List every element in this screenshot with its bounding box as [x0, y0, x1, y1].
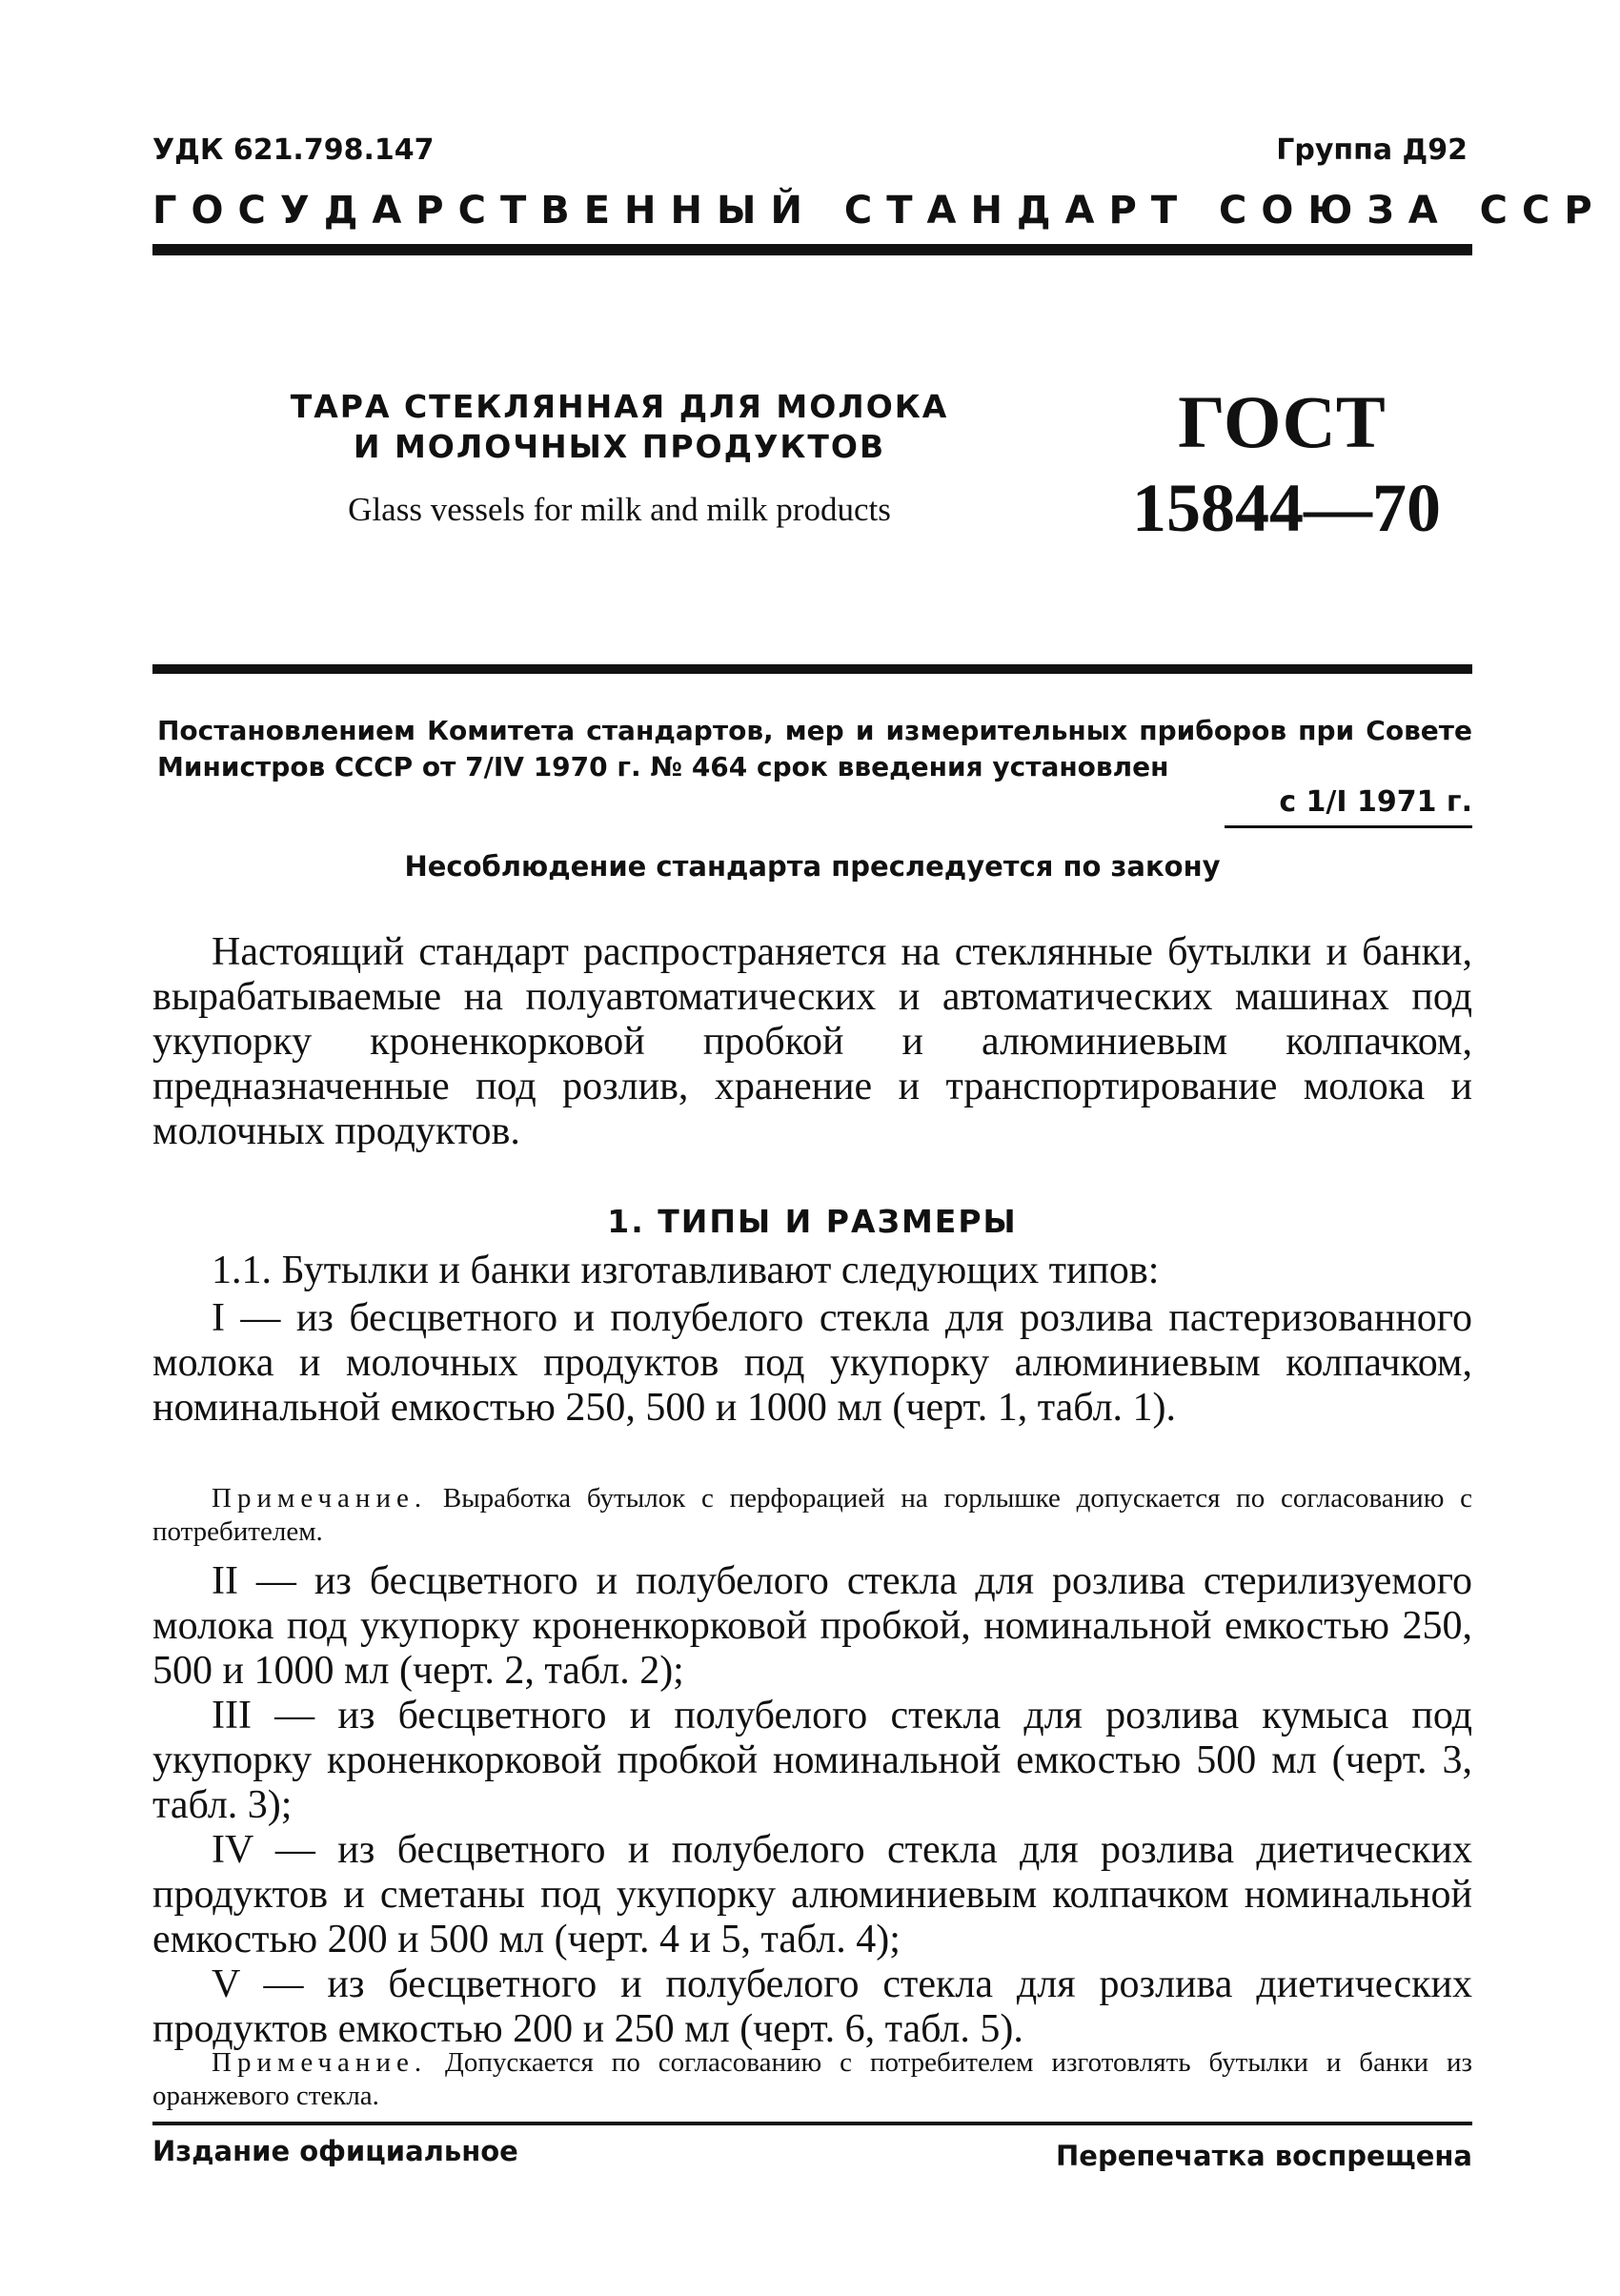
official-edition: Издание официальное — [152, 2135, 518, 2167]
note-2-label: Примечание. — [212, 2047, 428, 2078]
udk-code: УДК 621.798.147 — [152, 133, 435, 167]
state-standard-heading: ГОСУДАРСТВЕННЫЙ СТАНДАРТ СОЮЗА ССР — [152, 189, 1607, 233]
reprint-prohibited: Перепечатка воспрещена — [1056, 2140, 1472, 2172]
footer-rule — [152, 2122, 1472, 2125]
clause-1-1: 1.1. Бутылки и банки изготавливают следующих типов: — [212, 1249, 1160, 1292]
date-underline — [1225, 825, 1472, 828]
title-russian — [286, 387, 953, 467]
decree-text: Постановлением Комитета стандартов, мер и измерительных приборов при Совете Министров СССР от 7/IV 1970 г. № 464 срок введения установлен — [157, 715, 1472, 782]
section-heading: 1. ТИПЫ И РАЗМЕРЫ — [607, 1203, 1018, 1240]
type-5-paragraph: V — из бесцветного и полубелого стекла для розлива диетических продуктов емкостью 200 и 250 мл (черт. 6, табл. 5). — [152, 1962, 1472, 2051]
gost-number: 15844—70 — [1132, 470, 1441, 546]
top-rule — [152, 244, 1472, 255]
note-1 — [152, 1482, 1472, 1549]
note-1-label: Примечание. — [212, 1483, 428, 1514]
type-3-paragraph: III — из бесцветного и полубелого стекла для розлива кумыса под укупорку кроненкорковой пробкой номинальной емкостью 500 мл (черт. 3, табл. 3); — [152, 1694, 1472, 1827]
law-notice: Несоблюдение стандарта преследуется по закону — [404, 850, 1221, 883]
effective-date: с 1/I 1971 г. — [1279, 785, 1472, 819]
title-russian-line1: ТАРА СТЕКЛЯННАЯ ДЛЯ МОЛОКА — [290, 388, 949, 425]
gost-label: ГОСТ — [1178, 380, 1386, 463]
title-english: Glass vessels for milk and milk products — [348, 491, 891, 528]
note-2-text: Допускается по согласованию с потребителем изготовлять бутылки и банки из оранжевого стекла. — [152, 2047, 1472, 2111]
intro-paragraph: Настоящий стандарт распространяется на стеклянные бутылки и банки, вырабатываемые на полуавтоматических и автоматических машинах под укупорку кроненкорковой пробкой и алюминиевым колпачком, предназначенные под розлив, хранение и транспортирование молока и молочных продуктов. — [152, 930, 1472, 1153]
type-1-paragraph: I — из бесцветного и полубелого стекла для розлива пастеризованного молока и молочных продуктов под укупорку алюминиевым колпачком, номинальной емкостью 250, 500 и 1000 мл (черт. 1, табл. 1). — [152, 1296, 1472, 1430]
type-2-paragraph: II — из бесцветного и полубелого стекла для розлива стерилизуемого молока под укупорку кроненкорковой пробкой, номинальной емкостью 250, 500 и 1000 мл (черт. 2, табл. 2); — [152, 1559, 1472, 1693]
title-russian-line2: И МОЛОЧНЫХ ПРОДУКТОВ — [353, 428, 886, 465]
note-2 — [152, 2046, 1472, 2113]
title-rule — [152, 664, 1472, 674]
note-1-text: Выработка бутылок с перфорацией на горлышке допускается по согласованию с потребителем. — [152, 1483, 1472, 1547]
group-code: Группа Д92 — [1276, 133, 1468, 167]
type-4-paragraph: IV — из бесцветного и полубелого стекла для розлива диетических продуктов и сметаны под укупорку алюминиевым колпачком номинальной емкостью 200 и 500 мл (черт. 4 и 5, табл. 4); — [152, 1828, 1472, 1961]
